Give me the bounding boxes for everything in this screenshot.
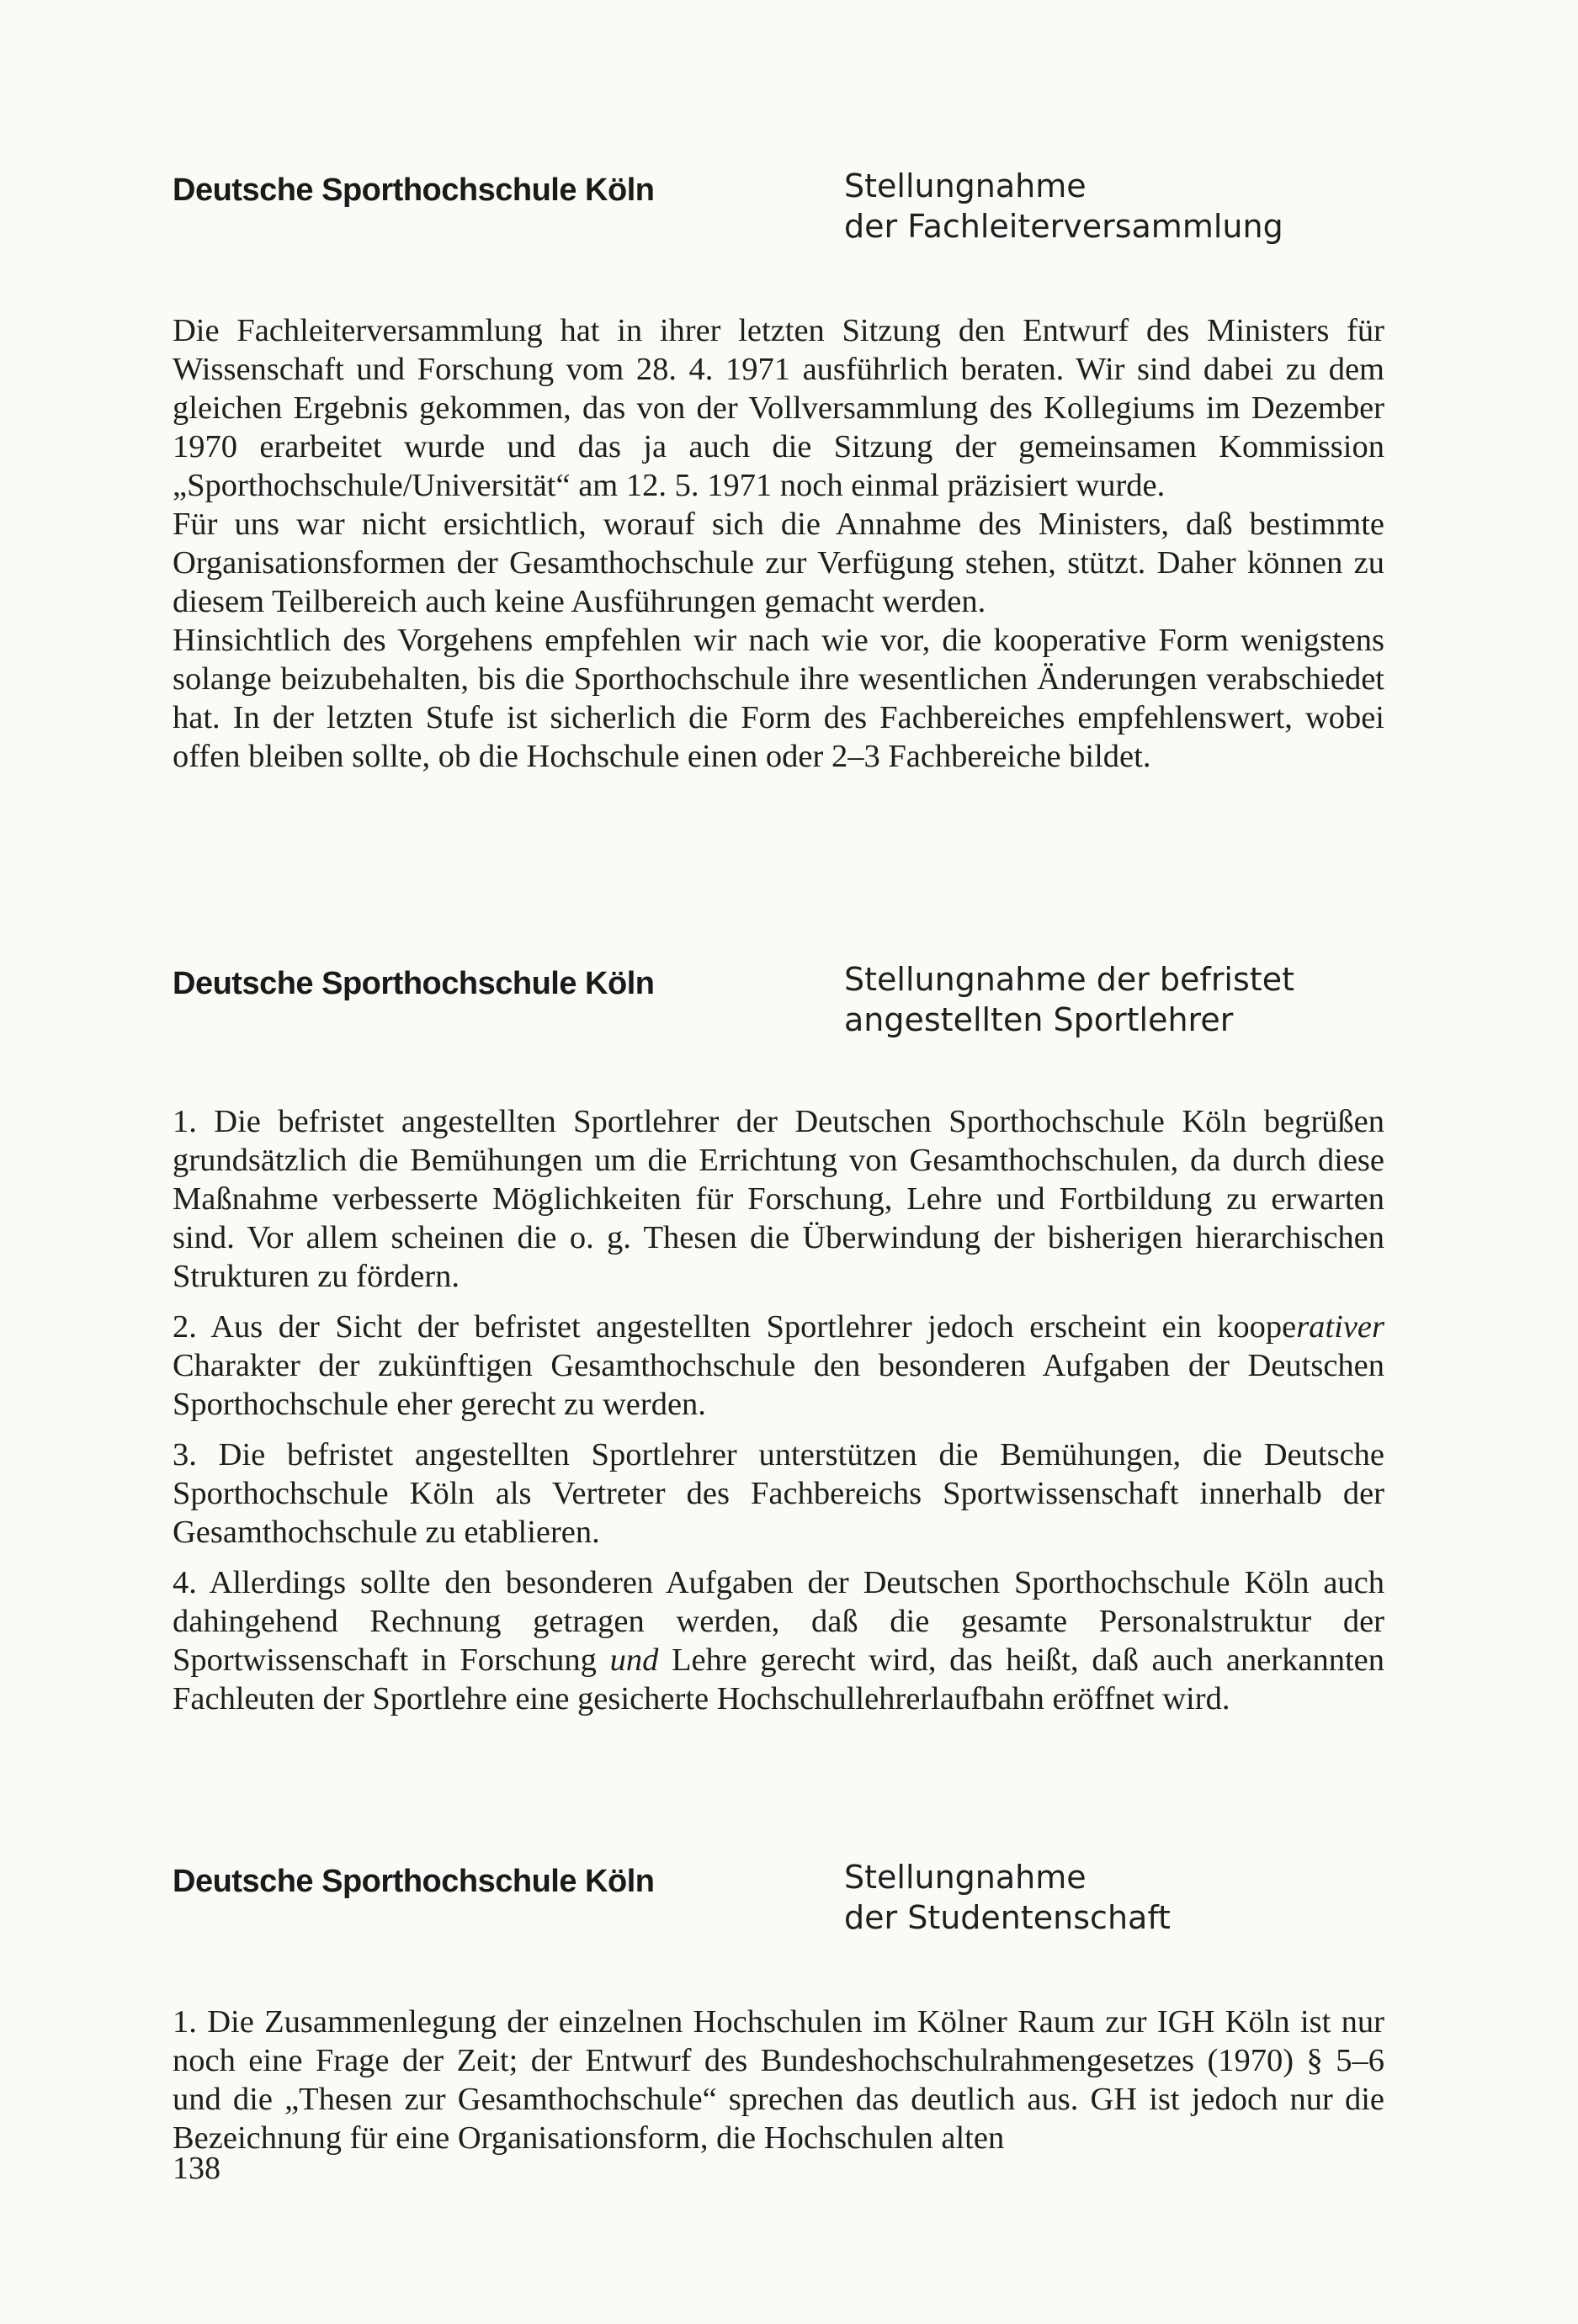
paragraph: 1. Die befristet angestellten Sportlehrer der Deutschen Sporthochschule Köln begrüßen grundsätzlich die Bemühungen um die Errichtung von Gesamthochschulen, da durch diese Maßnahme verbesserte Möglichkeiten für Forschung, Lehre und Fortbildung zu erwarten sind. Vor allem scheinen die o. g. Thesen die Überwindung der bisherigen hierarchischen Strukturen zu fördern.	[173, 1104, 1384, 1294]
paragraph: 4. Allerdings sollte den besonderen Aufgaben der Deutschen Sporthochschule Köln auch dahingehend Rechnung getragen werden, daß die gesamte Personalstruktur der Sportwissenschaft in Forschung und Lehre gerecht wird, das heißt, daß auch anerkannten Fachleuten der Sportlehre eine gesicherte Hochschullehrerlaufbahn eröffnet wird.	[173, 1565, 1384, 1716]
section-body-sportlehrer	[173, 1102, 1384, 1718]
paragraph: Hinsichtlich des Vorgehens empfehlen wir nach wie vor, die kooperative Form wenigstens solange beizubehalten, bis die Sporthochschule ihre wesentlichen Änderungen verabschiedet hat. In der letzten Stufe ist sicherlich die Form des Fachbereiches empfehlenswert, wobei offen bleiben sollte, ob die Hochschule einen oder 2–3 Fachbereiche bildet.	[173, 623, 1384, 774]
institution-name: Deutsche Sporthochschule Köln	[173, 966, 655, 1001]
paragraph: 2. Aus der Sicht der befristet angestellten Sportlehrer jedoch erscheint ein kooperativer Charakter der zukünftigen Gesamthochschule den besonderen Aufgaben der Deutschen Sporthochschule eher gerecht zu werden.	[173, 1309, 1384, 1422]
paragraph: Die Fachleiterversammlung hat in ihrer letzten Sitzung den Entwurf des Ministers für Wissenschaft und Forschung vom 28. 4. 1971 ausführlich beraten. Wir sind dabei zu dem gleichen Ergebnis gekommen, das von der Vollversammlung des Kollegiums im Dezember 1970 erarbeitet wurde und das ja auch die Sitzung der gemeinsamen Kommission „Sporthochschule/Universität“ am 12. 5. 1971 noch einmal präzisiert wurde.	[173, 313, 1384, 503]
section-body-fachleiter	[173, 311, 1384, 776]
paragraph: Für uns war nicht ersichtlich, worauf sich die Annahme des Ministers, daß bestimmte Organisationsformen der Gesamthochschule zur Verfügung stehen, stützt. Daher können zu diesem Teilbereich auch keine Ausführungen gemacht werden.	[173, 507, 1384, 619]
paragraph: 1. Die Zusammenlegung der einzelnen Hochschulen im Kölner Raum zur IGH Köln ist nur noch eine Frage der Zeit; der Entwurf des Bundeshochschulrahmengesetzes (1970) § 5–6 und die „Thesen zur Gesamthochschule“ sprechen das deutlich aus. GH ist jedoch nur die Bezeichnung für eine Organisationsform, die Hochschulen alten	[173, 2004, 1384, 2156]
section-body-studentenschaft	[173, 2003, 1384, 2157]
paragraph: 3. Die befristet angestellten Sportlehrer unterstützen die Bemühungen, die Deutsche Sporthochschule Köln als Vertreter des Fachbereichs Sportwissenschaft innerhalb der Gesamthochschule zu etablieren.	[173, 1437, 1384, 1550]
institution-name: Deutsche Sporthochschule Köln	[173, 172, 655, 208]
section-subtitle: Stellungnahme der Fachleiterversammlung	[844, 167, 1283, 245]
institution-name: Deutsche Sporthochschule Köln	[173, 1864, 655, 1899]
page-number: 138	[173, 2151, 220, 2186]
section-subtitle: Stellungnahme der Studentenschaft	[844, 1859, 1171, 1936]
section-subtitle: Stellungnahme der befristet angestellten Sportlehrer	[844, 961, 1294, 1038]
